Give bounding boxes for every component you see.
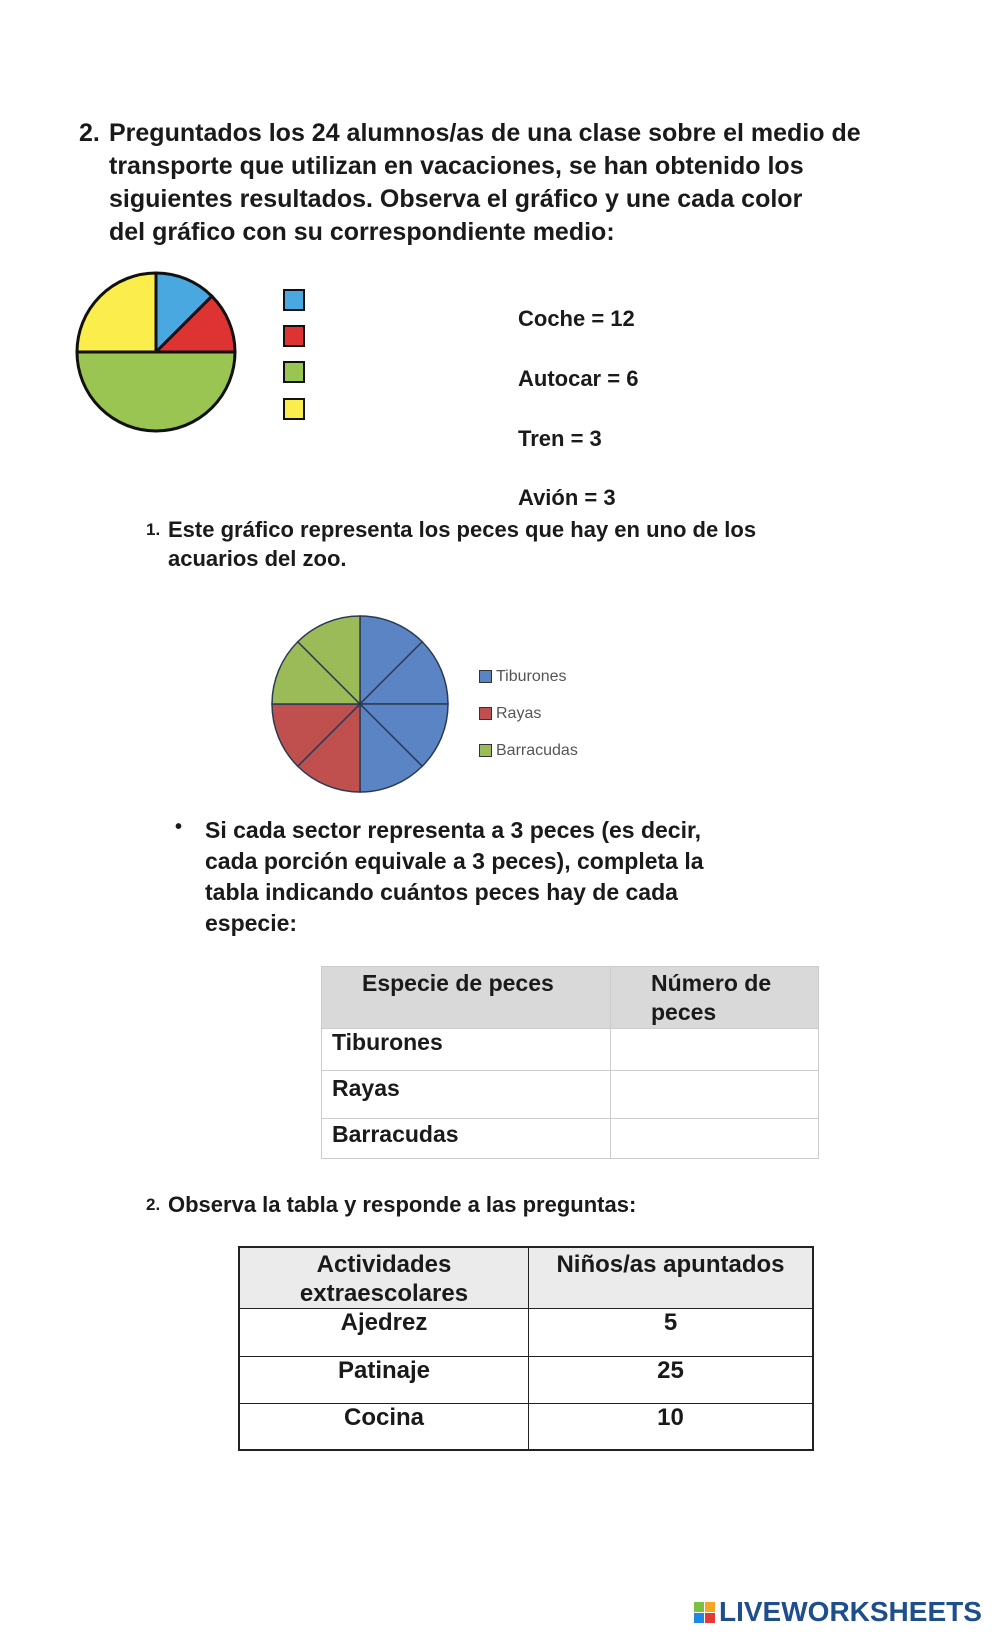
legend-swatch bbox=[479, 707, 492, 720]
question-line: del gráfico con su correspondiente medio: bbox=[109, 218, 615, 246]
bullet-line: tabla indicando cuántos peces hay de cada bbox=[205, 879, 678, 905]
color-box-yellow[interactable] bbox=[283, 398, 305, 420]
count-cell: 5 bbox=[529, 1309, 814, 1357]
table-header bbox=[322, 967, 819, 1029]
bullet-line: especie: bbox=[205, 910, 298, 936]
legend-swatch bbox=[479, 744, 492, 757]
activity-cell: Ajedrez bbox=[239, 1309, 529, 1357]
pie-slice bbox=[77, 352, 235, 431]
option-coche[interactable]: Coche = 12 bbox=[518, 306, 635, 331]
legend-label: Tiburones bbox=[496, 667, 567, 685]
answer-input-barracudas[interactable] bbox=[611, 1119, 819, 1159]
answer-input-tiburones[interactable] bbox=[611, 1029, 819, 1071]
bullet-line: Si cada sector representa a 3 peces (es decir, bbox=[205, 817, 702, 843]
fish-table bbox=[321, 966, 819, 1159]
table-row bbox=[239, 1357, 813, 1404]
question-text bbox=[109, 117, 861, 249]
pie-slice bbox=[77, 273, 156, 352]
section2-text: Observa la tabla y responde a las preguntas: bbox=[168, 1192, 637, 1217]
activities-table bbox=[238, 1246, 814, 1451]
table-row bbox=[322, 1119, 819, 1159]
bullet-line: cada porción equivale a 3 peces), completa la bbox=[205, 848, 704, 874]
table-header bbox=[239, 1247, 813, 1309]
count-cell: 25 bbox=[529, 1357, 814, 1404]
color-box-green[interactable] bbox=[283, 361, 305, 383]
table-row bbox=[322, 1029, 819, 1071]
section1-number: 1. bbox=[146, 520, 161, 539]
section2-number: 2. bbox=[146, 1195, 161, 1214]
color-box-red[interactable] bbox=[283, 325, 305, 347]
option-avion[interactable]: Avión = 3 bbox=[518, 485, 616, 510]
activity-cell: Cocina bbox=[239, 1404, 529, 1450]
header-children: Niños/as apuntados bbox=[529, 1247, 814, 1309]
table-row bbox=[322, 1071, 819, 1119]
species-cell: Tiburones bbox=[322, 1029, 611, 1071]
logo-text: LIVEWORKSHEETS bbox=[719, 1596, 982, 1627]
bullet-icon: • bbox=[175, 816, 183, 838]
question-line: transporte que utilizan en vacaciones, se han obtenido los bbox=[109, 152, 804, 180]
question-number: 2. bbox=[79, 119, 100, 147]
count-cell: 10 bbox=[529, 1404, 814, 1450]
species-cell: Barracudas bbox=[322, 1119, 611, 1159]
legend-label: Barracudas bbox=[496, 741, 578, 759]
question-line: siguientes resultados. Observa el gráfico y une cada color bbox=[109, 185, 803, 213]
bullet-text bbox=[205, 815, 704, 939]
fish-legend bbox=[479, 658, 578, 769]
logo-blocks-icon bbox=[694, 1602, 715, 1623]
transport-pie-chart bbox=[70, 266, 242, 438]
table-row bbox=[239, 1404, 813, 1450]
option-tren[interactable]: Tren = 3 bbox=[518, 426, 602, 451]
liveworksheets-logo bbox=[694, 1596, 982, 1628]
legend-item bbox=[479, 695, 578, 732]
question-line: Preguntados los 24 alumnos/as de una clase sobre el medio de bbox=[109, 119, 861, 147]
fish-pie-chart bbox=[270, 614, 450, 794]
activity-cell: Patinaje bbox=[239, 1357, 529, 1404]
species-cell: Rayas bbox=[322, 1071, 611, 1119]
section1-line: Este gráfico representa los peces que hay en uno de los bbox=[168, 517, 757, 542]
section1-text bbox=[168, 515, 756, 573]
header-count: Número de peces bbox=[611, 967, 819, 1029]
option-autocar[interactable]: Autocar = 6 bbox=[518, 366, 639, 391]
header-activities: Actividades extraescolares bbox=[239, 1247, 529, 1309]
table-row bbox=[239, 1309, 813, 1357]
legend-item bbox=[479, 732, 578, 769]
answer-input-rayas[interactable] bbox=[611, 1071, 819, 1119]
legend-swatch bbox=[479, 670, 492, 683]
legend-label: Rayas bbox=[496, 704, 542, 722]
header-species: Especie de peces bbox=[322, 967, 611, 1029]
legend-item bbox=[479, 658, 578, 695]
color-box-blue[interactable] bbox=[283, 289, 305, 311]
section1-line: acuarios del zoo. bbox=[168, 546, 347, 571]
